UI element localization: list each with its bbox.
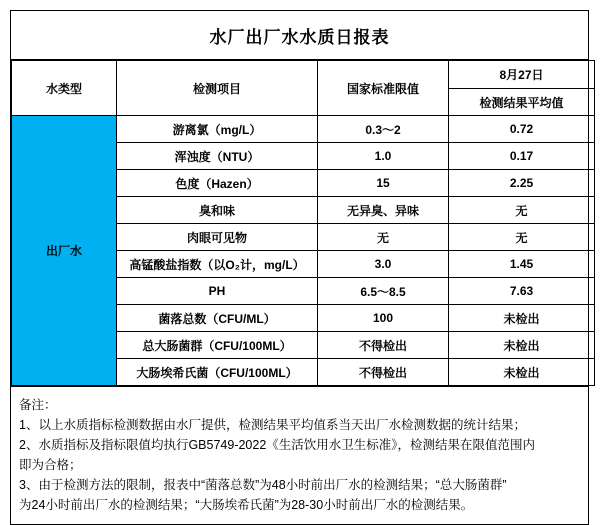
item-result: 无	[449, 224, 595, 251]
item-standard: 3.0	[318, 251, 449, 278]
item-result: 无	[449, 197, 595, 224]
notes-label: 备注：	[19, 398, 57, 412]
header-date-sub: 检测结果平均值	[449, 89, 595, 116]
item-result: 7.63	[449, 278, 595, 305]
page-title: 水厂出厂水水质日报表	[11, 11, 588, 60]
item-result: 2.25	[449, 170, 595, 197]
item-standard: 无	[318, 224, 449, 251]
item-standard: 不得检出	[318, 332, 449, 359]
item-result: 1.45	[449, 251, 595, 278]
item-standard: 100	[318, 305, 449, 332]
notes-line-3: 3、由于检测方法的限制，报表中“菌落总数”为48小时前出厂水的检测结果；“总大肠菌群”	[19, 478, 507, 492]
item-name: 臭和味	[117, 197, 318, 224]
item-result: 0.17	[449, 143, 595, 170]
item-result: 未检出	[449, 332, 595, 359]
header-standard: 国家标准限值	[318, 61, 449, 116]
notes-line-3b: 为24小时前出厂水的检测结果；“大肠埃希氏菌”为28-30小时前出厂水的检测结果。	[19, 498, 474, 512]
report-frame	[10, 10, 589, 387]
notes-line-1: 1、以上水质指标检测数据由水厂提供，检测结果平均值系当天出厂水检测数据的统计结果；	[19, 418, 526, 432]
water-type-value: 出厂水	[12, 116, 117, 386]
item-name: 色度（Hazen）	[117, 170, 318, 197]
item-standard: 无异臭、异味	[318, 197, 449, 224]
item-name: 高锰酸盐指数（以O₂计，mg/L）	[117, 251, 318, 278]
item-name: 浑浊度（NTU）	[117, 143, 318, 170]
item-name: 总大肠菌群（CFU/100ML）	[117, 332, 318, 359]
item-standard: 6.5～8.5	[318, 278, 449, 305]
item-name: 大肠埃希氏菌（CFU/100ML）	[117, 359, 318, 386]
item-standard: 1.0	[318, 143, 449, 170]
item-result: 未检出	[449, 359, 595, 386]
header-item: 检测项目	[117, 61, 318, 116]
item-name: PH	[117, 278, 318, 305]
notes-section	[10, 387, 589, 525]
header-date: 8月27日	[449, 61, 595, 89]
item-name: 游离氯（mg/L）	[117, 116, 318, 143]
table-header-row	[12, 61, 595, 89]
item-result: 未检出	[449, 305, 595, 332]
notes-line-2: 2、水质指标及指标限值均执行GB5749-2022《生活饮用水卫生标准》，检测结果在限值范围内	[19, 438, 536, 452]
item-name: 菌落总数（CFU/ML）	[117, 305, 318, 332]
item-name: 肉眼可见物	[117, 224, 318, 251]
header-water-type: 水类型	[12, 61, 117, 116]
item-standard: 不得检出	[318, 359, 449, 386]
water-quality-table	[11, 60, 595, 386]
notes-line-2b: 即为合格；	[19, 458, 82, 472]
item-standard: 0.3～2	[318, 116, 449, 143]
item-standard: 15	[318, 170, 449, 197]
table-row	[12, 116, 595, 143]
item-result: 0.72	[449, 116, 595, 143]
